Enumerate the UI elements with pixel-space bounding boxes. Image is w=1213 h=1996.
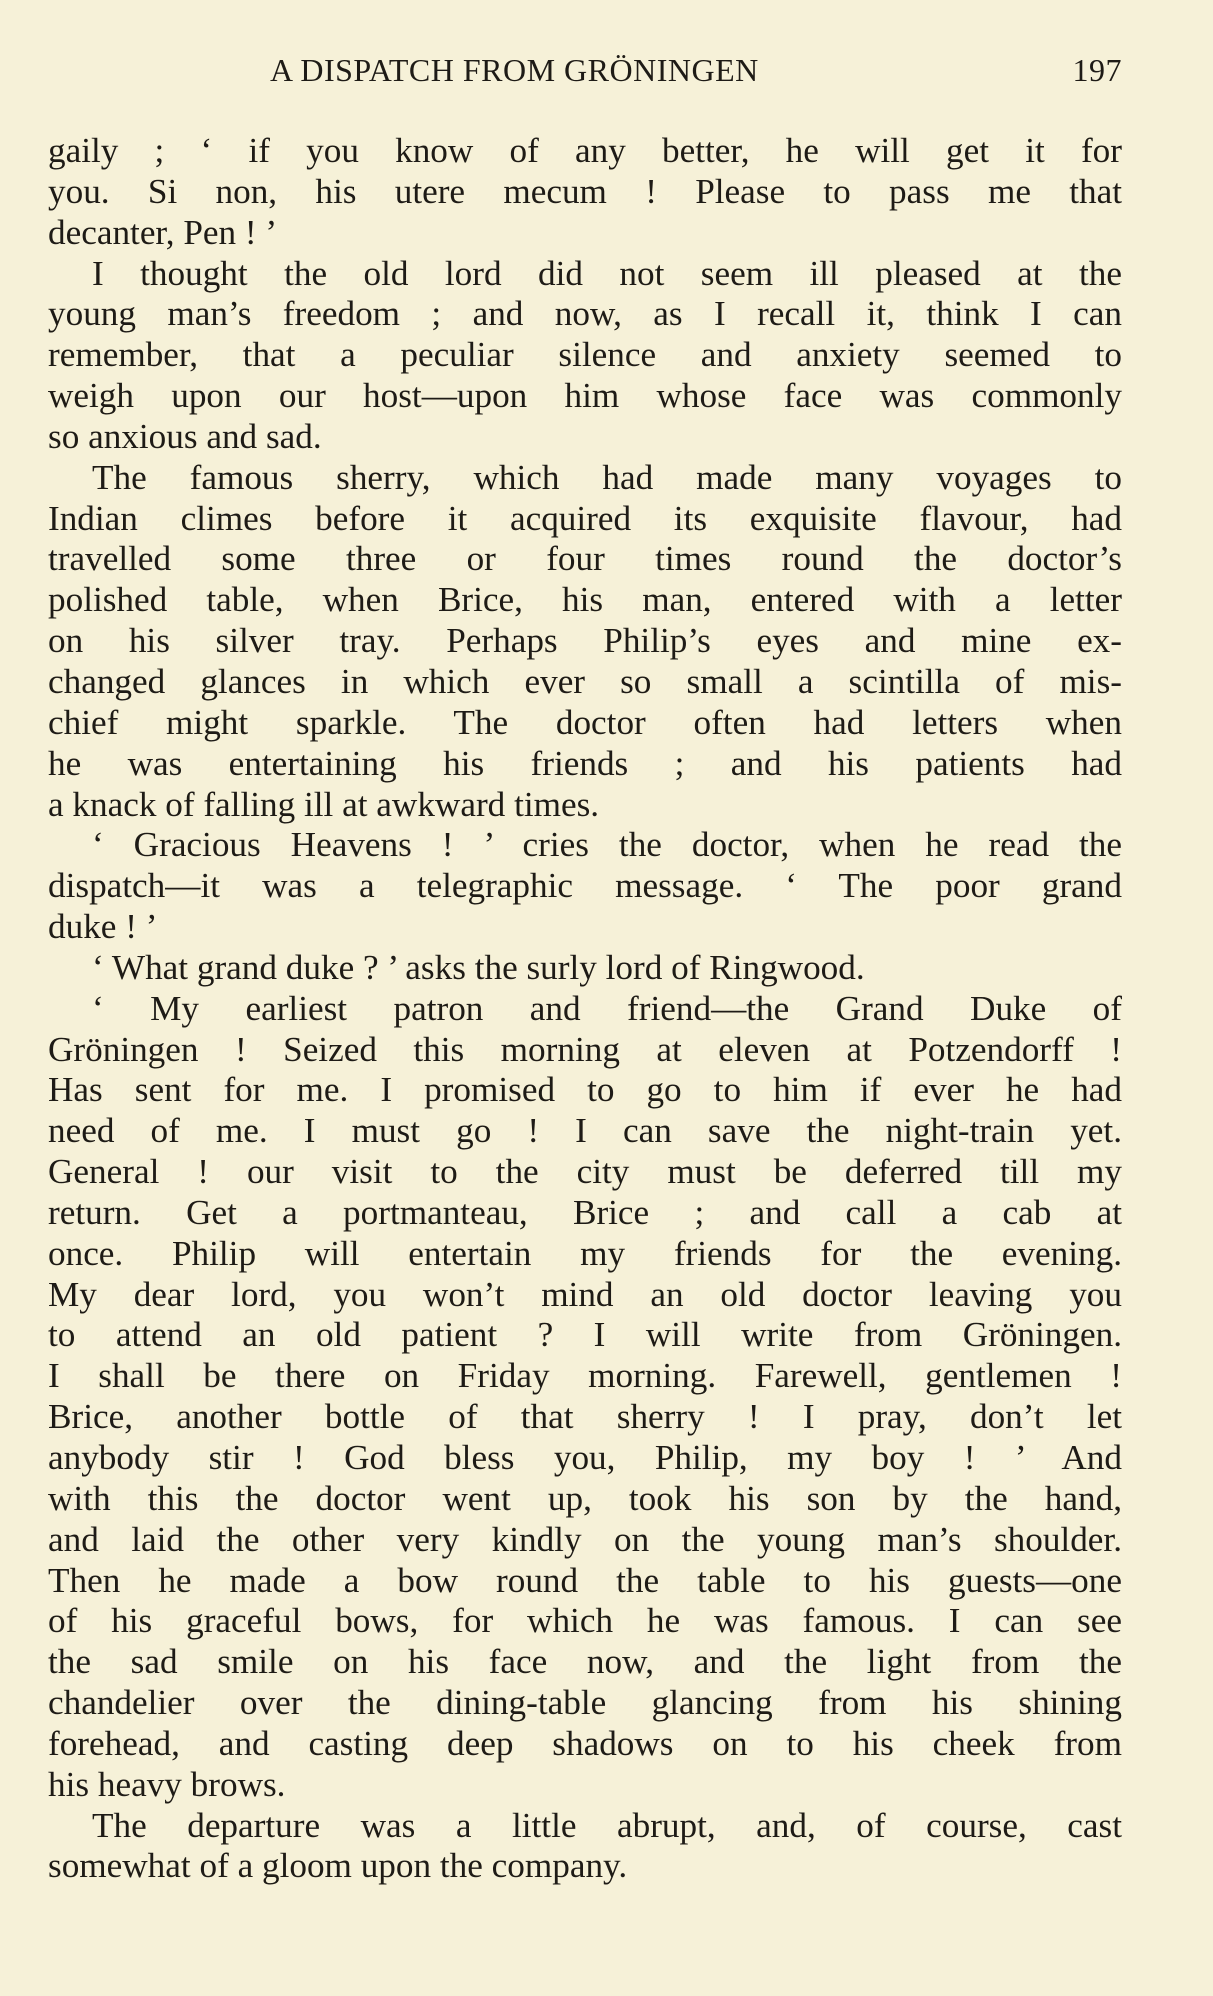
- text-line: Brice, another bottle of that sherry ! I pray, don’t let: [48, 1397, 1122, 1437]
- text-line: once. Philip will entertain my friends for the evening.: [48, 1233, 1122, 1273]
- text-line: ‘ My earliest patron and friend—the Grand Duke of: [92, 988, 1122, 1028]
- text-line: forehead, and casting deep shadows on to his cheek from: [48, 1723, 1122, 1763]
- text-line: weigh upon our host—upon him whose face was commonly: [48, 376, 1122, 416]
- text-line: with this the doctor went up, took his son by the hand,: [48, 1478, 1122, 1518]
- text-line: chandelier over the dining-table glancing from his shining: [48, 1683, 1122, 1723]
- text-line: dispatch—it was a telegraphic message. ‘ The poor grand: [48, 866, 1122, 906]
- text-line: so anxious and sad.: [48, 416, 322, 456]
- text-line: The famous sherry, which had made many voyages to: [92, 457, 1122, 497]
- text-line: General ! our visit to the city must be deferred till my: [48, 1152, 1122, 1192]
- text-line: gaily ; ‘ if you know of any better, he will get it for: [48, 131, 1122, 170]
- text-line: anybody stir ! God bless you, Philip, my boy ! ’ And: [48, 1438, 1122, 1477]
- text-line: decanter, Pen ! ’: [48, 212, 278, 252]
- text-line: remember, that a peculiar silence and anxiety seemed to: [48, 335, 1122, 375]
- running-title: A DISPATCH FROM GRÖNINGEN: [270, 52, 759, 88]
- text-line: chief might sparkle. The doctor often had letters when: [48, 702, 1122, 742]
- running-head: [270, 52, 1122, 96]
- text-line: I thought the old lord did not seem ill pleased at the: [92, 253, 1122, 293]
- text-line: My dear lord, you won’t mind an old doctor leaving you: [48, 1274, 1122, 1314]
- text-line: the sad smile on his face now, and the light from the: [48, 1642, 1122, 1682]
- text-line: of his graceful bows, for which he was famous. I can see: [48, 1601, 1122, 1641]
- text-line: Then he made a bow round the table to his guests—one: [48, 1560, 1122, 1600]
- body-text: [48, 131, 1122, 1887]
- text-line: Gröningen ! Seized this morning at eleven at Potzendorff !: [48, 1029, 1122, 1069]
- text-line: on his silver tray. Perhaps Philip’s eyes and mine ex-: [48, 621, 1122, 661]
- text-line: I shall be there on Friday morning. Farewell, gentlemen !: [48, 1356, 1122, 1396]
- text-line: his heavy brows.: [48, 1764, 286, 1804]
- text-line: polished table, when Brice, his man, entered with a letter: [48, 580, 1122, 620]
- text-line: need of me. I must go ! I can save the night-train yet.: [48, 1111, 1122, 1151]
- page-number: 197: [1072, 52, 1122, 88]
- text-line: The departure was a little abrupt, and, of course, cast: [92, 1805, 1122, 1845]
- text-line: ‘ What grand duke ? ’ asks the surly lord of Ringwood.: [92, 947, 865, 987]
- text-line: duke ! ’: [48, 907, 158, 947]
- text-line: changed glances in which ever so small a scintilla of mis-: [48, 661, 1122, 701]
- text-line: travelled some three or four times round the doctor’s: [48, 539, 1122, 579]
- text-line: a knack of falling ill at awkward times.: [48, 784, 600, 824]
- text-line: Indian climes before it acquired its exquisite flavour, had: [48, 498, 1122, 538]
- text-line: ‘ Gracious Heavens ! ’ cries the doctor, when he read the: [92, 825, 1122, 865]
- text-line: return. Get a portmanteau, Brice ; and call a cab at: [48, 1192, 1122, 1232]
- text-line: Has sent for me. I promised to go to him if ever he had: [48, 1070, 1122, 1110]
- text-line: you. Si non, his utere mecum ! Please to pass me that: [48, 171, 1122, 211]
- text-line: to attend an old patient ? I will write from Gröningen.: [48, 1315, 1122, 1355]
- text-line: somewhat of a gloom upon the company.: [48, 1846, 628, 1886]
- text-line: he was entertaining his friends ; and his patients had: [48, 743, 1122, 783]
- text-line: young man’s freedom ; and now, as I recall it, think I can: [48, 294, 1122, 334]
- text-line: and laid the other very kindly on the young man’s shoulder.: [48, 1519, 1122, 1559]
